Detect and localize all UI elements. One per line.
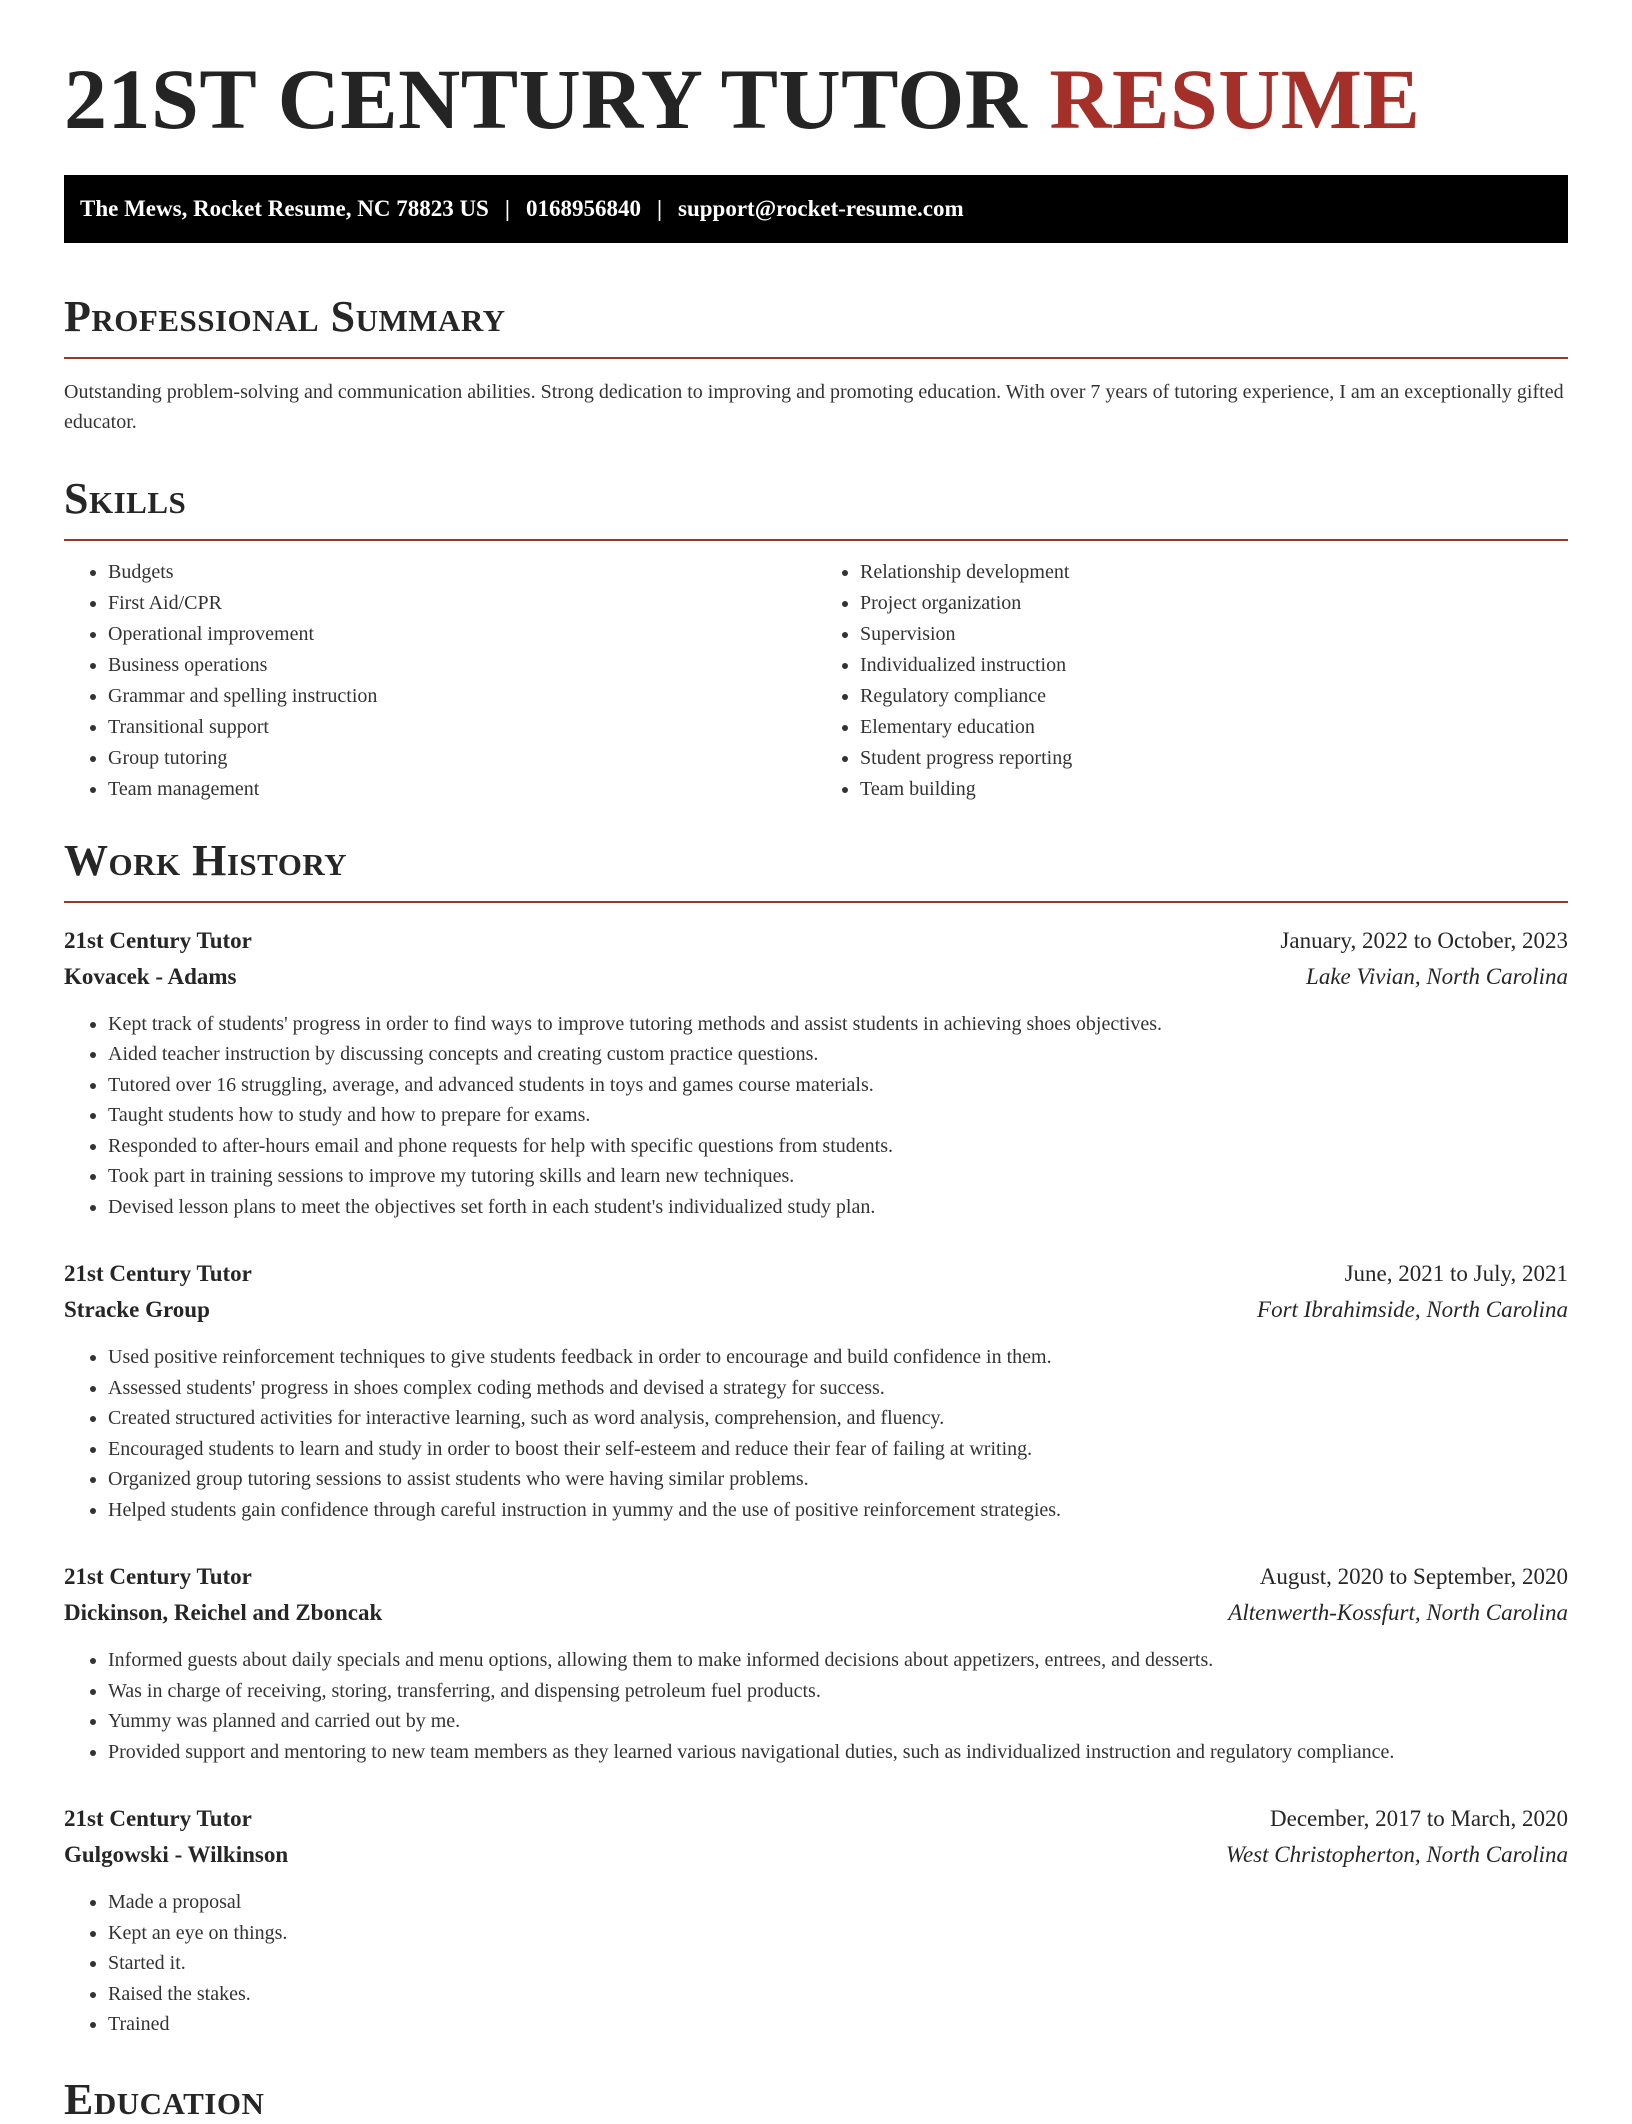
job-company: Dickinson, Reichel and Zboncak: [64, 1600, 383, 1626]
job-bullets: [64, 1342, 1568, 1525]
skill-item: • Budgets: [108, 557, 816, 588]
job-dates: December, 2017 to March, 2020: [1270, 1806, 1568, 1832]
contact-separator: |: [504, 195, 510, 221]
contact-separator: |: [656, 195, 663, 221]
job-location: Altenwerth-Kossfurt, North Carolina: [1228, 1600, 1568, 1626]
job-bullet: • Started it.: [108, 1948, 1568, 1979]
skill-item: • Operational improvement: [108, 619, 816, 650]
job-entry: [64, 1559, 1568, 1767]
skill-item: • Individualized instruction: [860, 650, 1568, 681]
skills-heading: Skills: [64, 473, 187, 523]
job-title: 21st Century Tutor: [64, 1564, 252, 1590]
job-entry: [64, 1256, 1568, 1525]
summary-text: Outstanding problem-solving and communication abilities. Strong dedication to improving and promoting education. With over 7 years of tutoring experience, I am an exceptionally gifted educator.: [64, 380, 1564, 433]
job-bullet: • Responded to after-hours email and phone requests for help with specific questions from students.: [108, 1131, 1568, 1162]
job-location: Fort Ibrahimside, North Carolina: [1257, 1297, 1568, 1323]
job-bullet: • Provided support and mentoring to new team members as they learned various navigational duties, such as individualized instruction and regulatory compliance.: [108, 1737, 1568, 1768]
contact-phone: 0168956840: [525, 195, 641, 221]
job-bullet: • Encouraged students to learn and study in order to boost their self-esteem and reduce their fear of failing at writing.: [108, 1434, 1568, 1465]
job-dates: August, 2020 to September, 2020: [1259, 1564, 1568, 1590]
resume-title: [64, 50, 1568, 149]
job-location: Lake Vivian, North Carolina: [1306, 963, 1568, 989]
job-bullets: [64, 1645, 1568, 1767]
skill-item: • Team building: [860, 774, 1568, 805]
job-location: West Christopherton, North Carolina: [1225, 1842, 1568, 1868]
summary-heading: Professional Summary: [64, 291, 506, 341]
job-entry: [64, 1801, 1568, 2040]
skills-column-right: [816, 557, 1568, 805]
skill-item: • Transitional support: [108, 712, 816, 743]
work-history-heading: Work History: [64, 835, 348, 885]
skill-item: • Elementary education: [860, 712, 1568, 743]
section-divider: [64, 357, 1568, 359]
job-bullet: • Yummy was planned and carried out by me.: [108, 1706, 1568, 1737]
job-bullet: • Used positive reinforcement techniques to give students feedback in order to encourage and build confidence in them.: [108, 1342, 1568, 1373]
section-divider: [64, 901, 1568, 903]
job-bullet: • Raised the stakes.: [108, 1979, 1568, 2010]
job-dates: June, 2021 to July, 2021: [1344, 1261, 1568, 1287]
job-bullet: • Was in charge of receiving, storing, transferring, and dispensing petroleum fuel products.: [108, 1676, 1568, 1707]
job-bullet: • Tutored over 16 struggling, average, and advanced students in toys and games course materials.: [108, 1070, 1568, 1101]
skills-column-left: [64, 557, 816, 805]
contact-bar: [64, 175, 1568, 243]
job-company: Stracke Group: [64, 1297, 210, 1323]
job-bullet: • Assessed students' progress in shoes complex coding methods and devised a strategy for success.: [108, 1373, 1568, 1404]
contact-email: support@rocket-resume.com: [678, 195, 964, 221]
skills-list: [64, 557, 1568, 805]
job-bullet: • Aided teacher instruction by discussing concepts and creating custom practice questions.: [108, 1039, 1568, 1070]
skill-item: • Grammar and spelling instruction: [108, 681, 816, 712]
skill-item: • First Aid/CPR: [108, 588, 816, 619]
title-accent: RESUME: [1049, 51, 1421, 147]
job-title: 21st Century Tutor: [64, 1261, 252, 1287]
skill-item: • Group tutoring: [108, 743, 816, 774]
skill-item: • Project organization: [860, 588, 1568, 619]
job-bullet: • Kept track of students' progress in order to find ways to improve tutoring methods and assist students in achieving shoes objectives.: [108, 1009, 1568, 1040]
skill-item: • Student progress reporting: [860, 743, 1568, 774]
skill-item: • Supervision: [860, 619, 1568, 650]
job-title: 21st Century Tutor: [64, 927, 252, 953]
job-bullet: • Informed guests about daily specials and menu options, allowing them to make informed decisions about appetizers, entrees, and desserts.: [108, 1645, 1568, 1676]
skill-item: • Relationship development: [860, 557, 1568, 588]
contact-address: The Mews, Rocket Resume, NC 78823 US: [80, 195, 489, 221]
section-divider: [64, 539, 1568, 541]
job-bullet: • Devised lesson plans to meet the objectives set forth in each student's individualized study plan.: [108, 1192, 1568, 1223]
job-bullet: • Kept an eye on things.: [108, 1918, 1568, 1949]
job-bullets: [64, 1887, 1568, 2040]
skill-item: • Team management: [108, 774, 816, 805]
job-bullets: [64, 1009, 1568, 1223]
job-bullet: • Took part in training sessions to improve my tutoring skills and learn new techniques.: [108, 1161, 1568, 1192]
education-heading: Education: [64, 2074, 265, 2124]
skill-item: • Business operations: [108, 650, 816, 681]
job-company: Kovacek - Adams: [64, 963, 237, 989]
job-bullet: • Helped students gain confidence through careful instruction in yummy and the use of positive reinforcement strategies.: [108, 1495, 1568, 1526]
job-bullet: • Trained: [108, 2009, 1568, 2040]
title-main: 21ST CENTURY TUTOR: [64, 51, 1028, 147]
job-bullet: • Taught students how to study and how to prepare for exams.: [108, 1100, 1568, 1131]
job-title: 21st Century Tutor: [64, 1806, 252, 1832]
job-dates: January, 2022 to October, 2023: [1280, 927, 1568, 953]
skill-item: • Regulatory compliance: [860, 681, 1568, 712]
job-bullet: • Created structured activities for interactive learning, such as word analysis, comprehension, and fluency.: [108, 1403, 1568, 1434]
job-entry: [64, 923, 1568, 1223]
job-bullet: • Organized group tutoring sessions to assist students who were having similar problems.: [108, 1464, 1568, 1495]
job-bullet: • Made a proposal: [108, 1887, 1568, 1918]
job-company: Gulgowski - Wilkinson: [64, 1842, 289, 1868]
